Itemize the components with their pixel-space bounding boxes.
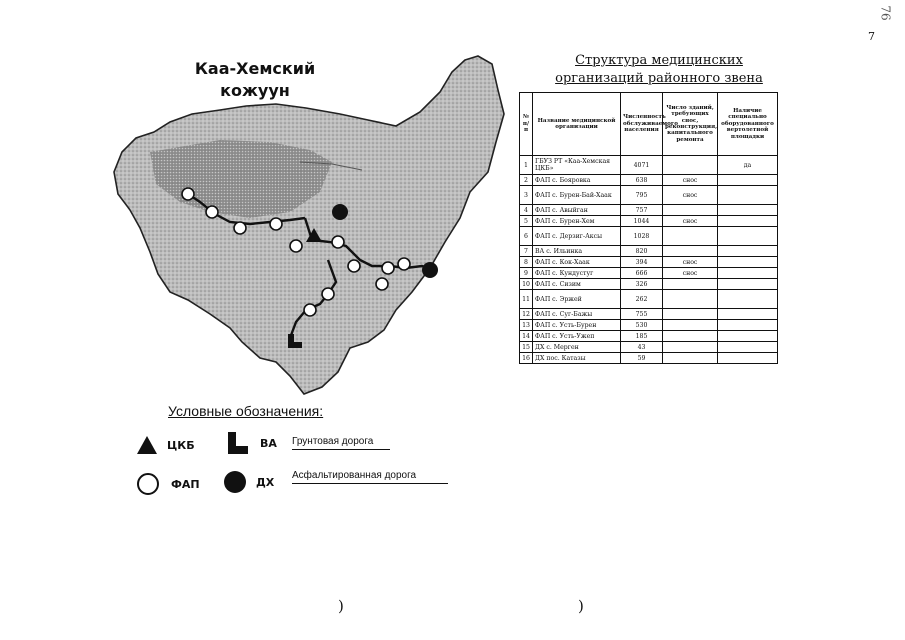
row-name: ФАП с. Дерзиг-Аксы	[533, 227, 621, 246]
legend-fap-label: ФАП	[171, 477, 200, 491]
legend-row-va	[228, 432, 277, 454]
row-name: ГБУЗ РТ «Каа-Хемская ЦКБ»	[533, 156, 621, 175]
row-population: 638	[621, 175, 663, 186]
legend-dh-label: ДХ	[256, 475, 275, 489]
row-name: ФАП с. Усть-Ужеп	[533, 331, 621, 342]
row-helipad	[718, 353, 778, 364]
header-name: Название медицинской организации	[533, 93, 621, 156]
row-num: 8	[520, 257, 533, 268]
row-helipad	[718, 227, 778, 246]
table-row	[520, 156, 778, 175]
row-repair: снос	[663, 268, 718, 279]
row-population: 820	[621, 246, 663, 257]
row-num: 5	[520, 216, 533, 227]
row-num: 4	[520, 205, 533, 216]
table-row	[520, 320, 778, 331]
row-helipad	[718, 279, 778, 290]
row-repair	[663, 246, 718, 257]
fap-marker	[182, 188, 194, 200]
dh-marker	[422, 262, 438, 278]
row-helipad	[718, 186, 778, 205]
district-map	[100, 42, 520, 402]
row-helipad	[718, 320, 778, 331]
row-helipad	[718, 331, 778, 342]
row-population: 185	[621, 331, 663, 342]
row-repair: снос	[663, 175, 718, 186]
row-name: ДХ пос. Катазы	[533, 353, 621, 364]
table-row	[520, 205, 778, 216]
row-population: 530	[621, 320, 663, 331]
map-title-line1: Каа-Хемский	[194, 59, 316, 78]
row-population: 4071	[621, 156, 663, 175]
table-row	[520, 227, 778, 246]
fap-marker	[234, 222, 246, 234]
row-repair	[663, 156, 718, 175]
row-name: ФАП с. Усть-Бурен	[533, 320, 621, 331]
row-helipad	[718, 342, 778, 353]
row-name: ФАП с. Сизим	[533, 279, 621, 290]
row-num: 9	[520, 268, 533, 279]
row-repair	[663, 309, 718, 320]
row-population: 394	[621, 257, 663, 268]
row-name: ФАП с. Кок-Хаак	[533, 257, 621, 268]
header-repair: Число зданий, требующих снос, реконструкция, капитального ремонта	[663, 93, 718, 156]
map-title-line2: кожуун	[220, 81, 290, 100]
footer-right-paren: )	[578, 597, 584, 615]
header-num: № п/п	[520, 93, 533, 156]
triangle-icon	[137, 436, 157, 454]
row-repair	[663, 342, 718, 353]
row-population: 43	[621, 342, 663, 353]
row-helipad	[718, 257, 778, 268]
row-num: 1	[520, 156, 533, 175]
row-repair: снос	[663, 257, 718, 268]
page-mark: 76	[878, 5, 893, 21]
filled-circle-icon	[224, 471, 246, 493]
table-row	[520, 268, 778, 279]
row-population: 1044	[621, 216, 663, 227]
table-row	[520, 353, 778, 364]
row-population: 755	[621, 309, 663, 320]
row-name: ФАП с. Бояровка	[533, 175, 621, 186]
fap-marker	[206, 206, 218, 218]
fap-marker	[270, 218, 282, 230]
page-number: 7	[868, 30, 875, 43]
fap-marker	[376, 278, 388, 290]
header-helipad: Наличие специально оборудованного вертолетной площадки	[718, 93, 778, 156]
legend-row-fap	[137, 473, 200, 495]
fap-marker	[322, 288, 334, 300]
footer-left-paren: )	[338, 597, 344, 615]
row-population: 795	[621, 186, 663, 205]
table-title-line2: организаций районного звена	[555, 71, 763, 86]
table-body	[520, 156, 778, 364]
paved-road-label: Асфальтированная дорога	[292, 470, 448, 484]
table-row	[520, 309, 778, 320]
row-helipad	[718, 216, 778, 227]
row-repair	[663, 227, 718, 246]
table-row	[520, 342, 778, 353]
row-population: 59	[621, 353, 663, 364]
structure-table	[519, 92, 778, 364]
row-num: 2	[520, 175, 533, 186]
legend-va-label: ВА	[260, 436, 277, 450]
table-row	[520, 331, 778, 342]
row-helipad	[718, 205, 778, 216]
table-row	[520, 290, 778, 309]
row-name: ФАП с. Бурен-Хем	[533, 216, 621, 227]
row-population: 666	[621, 268, 663, 279]
l-shape-icon	[228, 432, 250, 454]
legend-title: Условные обозначения:	[168, 403, 324, 419]
table-title-line1: Структура медицинских	[575, 53, 743, 68]
row-population: 262	[621, 290, 663, 309]
row-repair	[663, 353, 718, 364]
row-repair: снос	[663, 186, 718, 205]
row-repair	[663, 205, 718, 216]
table-row	[520, 216, 778, 227]
row-population: 757	[621, 205, 663, 216]
fap-marker	[398, 258, 410, 270]
row-name: ФАП с. Бурен-Бай-Хаак	[533, 186, 621, 205]
fap-marker	[348, 260, 360, 272]
table-row	[520, 246, 778, 257]
row-repair	[663, 290, 718, 309]
table-row	[520, 257, 778, 268]
table-header-row	[520, 93, 778, 156]
row-helipad: да	[718, 156, 778, 175]
row-helipad	[718, 290, 778, 309]
dh-marker	[332, 204, 348, 220]
table-row	[520, 186, 778, 205]
row-num: 16	[520, 353, 533, 364]
row-num: 3	[520, 186, 533, 205]
district-boundary	[114, 56, 504, 394]
row-repair	[663, 320, 718, 331]
open-circle-icon	[137, 473, 159, 495]
row-num: 12	[520, 309, 533, 320]
row-name: ФАП с. Кундустуг	[533, 268, 621, 279]
legend-row-ckb	[137, 436, 195, 454]
row-name: ДХ с. Мерген	[533, 342, 621, 353]
row-name: ФАП с. Авыйган	[533, 205, 621, 216]
row-num: 15	[520, 342, 533, 353]
dirt-road-label: Грунтовая дорога	[292, 436, 390, 450]
row-num: 11	[520, 290, 533, 309]
legend-ckb-label: ЦКБ	[167, 438, 195, 452]
row-population: 1028	[621, 227, 663, 246]
row-repair	[663, 279, 718, 290]
header-population: Численность обслуживаемого населения	[621, 93, 663, 156]
row-helipad	[718, 175, 778, 186]
legend-row-dh	[224, 471, 274, 493]
table-row	[520, 279, 778, 290]
row-population: 326	[621, 279, 663, 290]
row-name: ВА с. Ильинка	[533, 246, 621, 257]
row-num: 14	[520, 331, 533, 342]
row-num: 10	[520, 279, 533, 290]
fap-marker	[304, 304, 316, 316]
fap-marker	[290, 240, 302, 252]
row-repair: снос	[663, 216, 718, 227]
table-row	[520, 175, 778, 186]
fap-marker	[382, 262, 394, 274]
row-helipad	[718, 268, 778, 279]
row-num: 13	[520, 320, 533, 331]
row-repair	[663, 331, 718, 342]
fap-marker	[332, 236, 344, 248]
row-name: ФАП с. Эржей	[533, 290, 621, 309]
row-num: 7	[520, 246, 533, 257]
row-helipad	[718, 246, 778, 257]
row-helipad	[718, 309, 778, 320]
row-name: ФАП с. Суг-Бажы	[533, 309, 621, 320]
row-num: 6	[520, 227, 533, 246]
